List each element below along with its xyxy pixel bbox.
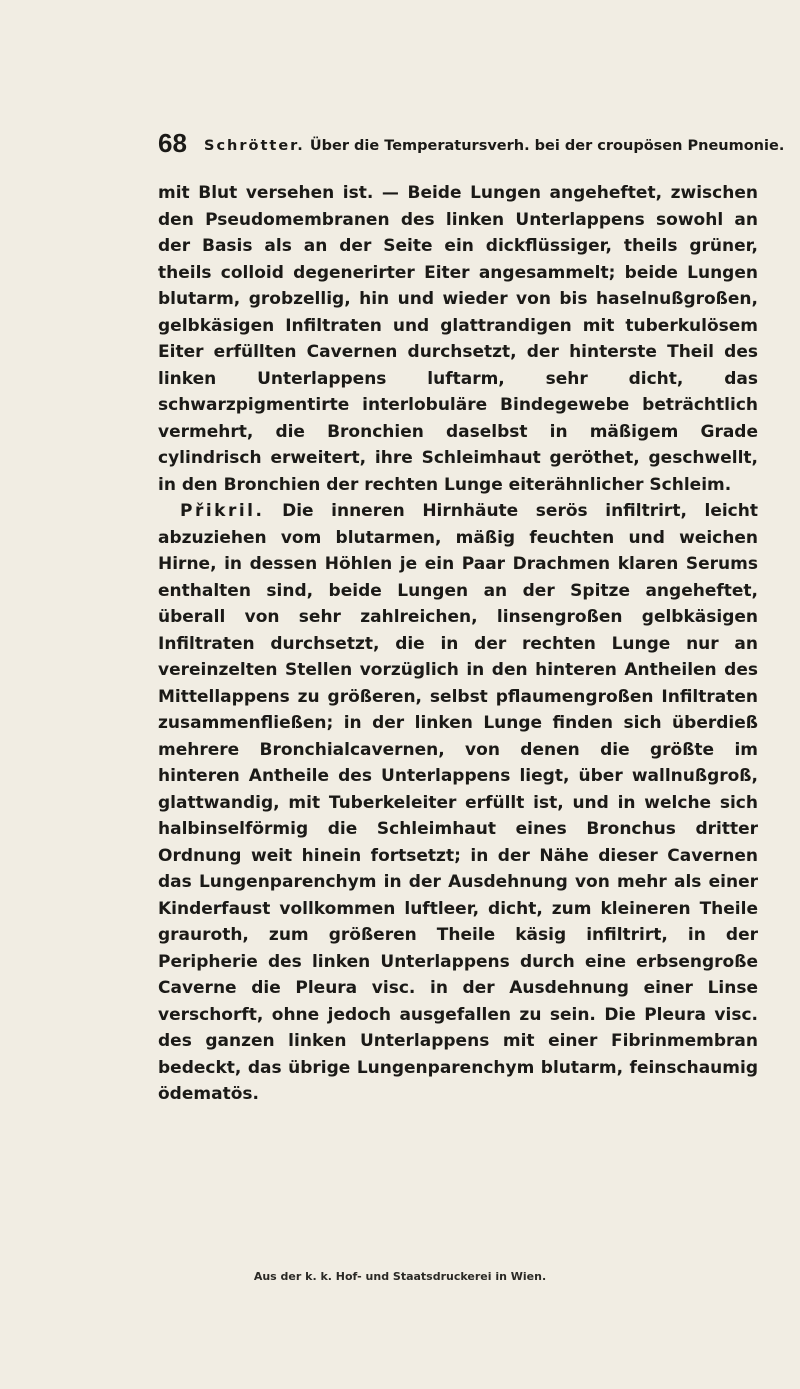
running-head-title: Über die Temperatursverh. bei der croupösen Pneumonie. [309, 138, 785, 154]
running-head-author: Schrötter. [204, 138, 305, 154]
case-name: Přikril. [180, 501, 265, 521]
page-number: 68 [158, 128, 187, 158]
page-header [158, 128, 785, 164]
printer-imprint: Aus der k. k. Hof- und Staatsdruckerei in Wien. [253, 1270, 547, 1283]
paragraph-autopsy-continuation: mit Blut versehen ist. — Beide Lungen angeheftet, zwischen den Pseudomembranen des linken Unterlappens sowohl an der Basis als an der Seite ein dickflüssiger, theils grüner, theils colloid degenerirter Eiter angesammelt; beide Lungen blutarm, grobzellig, hin und wieder von bis haselnußgroßen, gelbkäsigen Infiltraten und glattrandigen mit tuberkulösem Eiter erfüllten Cavernen durchsetzt, der hinterste Theil des linken Unterlappens luftarm, sehr dicht, das schwarzpigmentirte interlobuläre Bindegewebe beträchtlich vermehrt, die Bronchien daselbst in mäßigem Grade cylindrisch erweitert, ihre Schleimhaut geröthet, geschwellt, in den Bronchien der rechten Lunge eiterähnlicher Schleim. [158, 183, 758, 495]
running-head [204, 137, 784, 155]
paragraph-prikril-text: Die inneren Hirnhäute serös infiltrirt, leicht abzuziehen vom blutarmen, mäßig feuchten und weichen Hirne, in dessen Höhlen je ein Paar Drachmen klaren Serums enthalten sind, beide Lungen an der Spitze angeheftet, überall von sehr zahlreichen, linsengroßen gelbkäsigen Infiltraten durchsetzt, die in der rechten Lunge nur an vereinzelten Stellen vorzüglich in den hinteren Antheilen des Mittellappens zu größeren, selbst pflaumengroßen Infiltraten zusammenfließen; in der linken Lunge finden sich überdieß mehrere Bronchialcavernen, von denen die größte im hinteren Antheile des Unterlappens liegt, über wallnußgroß, glattwandig, mit Tuberkeleiter erfüllt ist, und in welche sich halbinselförmig die Schleimhaut eines Bronchus dritter Ordnung weit hinein fortsetzt; in der Nähe dieser Cavernen das Lungenparenchym in der Ausdehnung von mehr als einer Kinderfaust vollkommen luftleer, dicht, zum kleineren Theile grauroth, zum größeren Theile käsig infiltrirt, in der Peripherie des linken Unterlappens durch eine erbsengroße Caverne die Pleura visc. in der Ausdehnung einer Linse verschorft, ohne jedoch ausgefallen zu sein. Die Pleura visc. des ganzen linken Unterlappens mit einer Fibrinmembran bedeckt, das übrige Lungenparenchym blutarm, feinschaumig ödematös. [158, 501, 758, 1104]
body-text [158, 180, 758, 1108]
paragraph-prikril [158, 498, 758, 1108]
